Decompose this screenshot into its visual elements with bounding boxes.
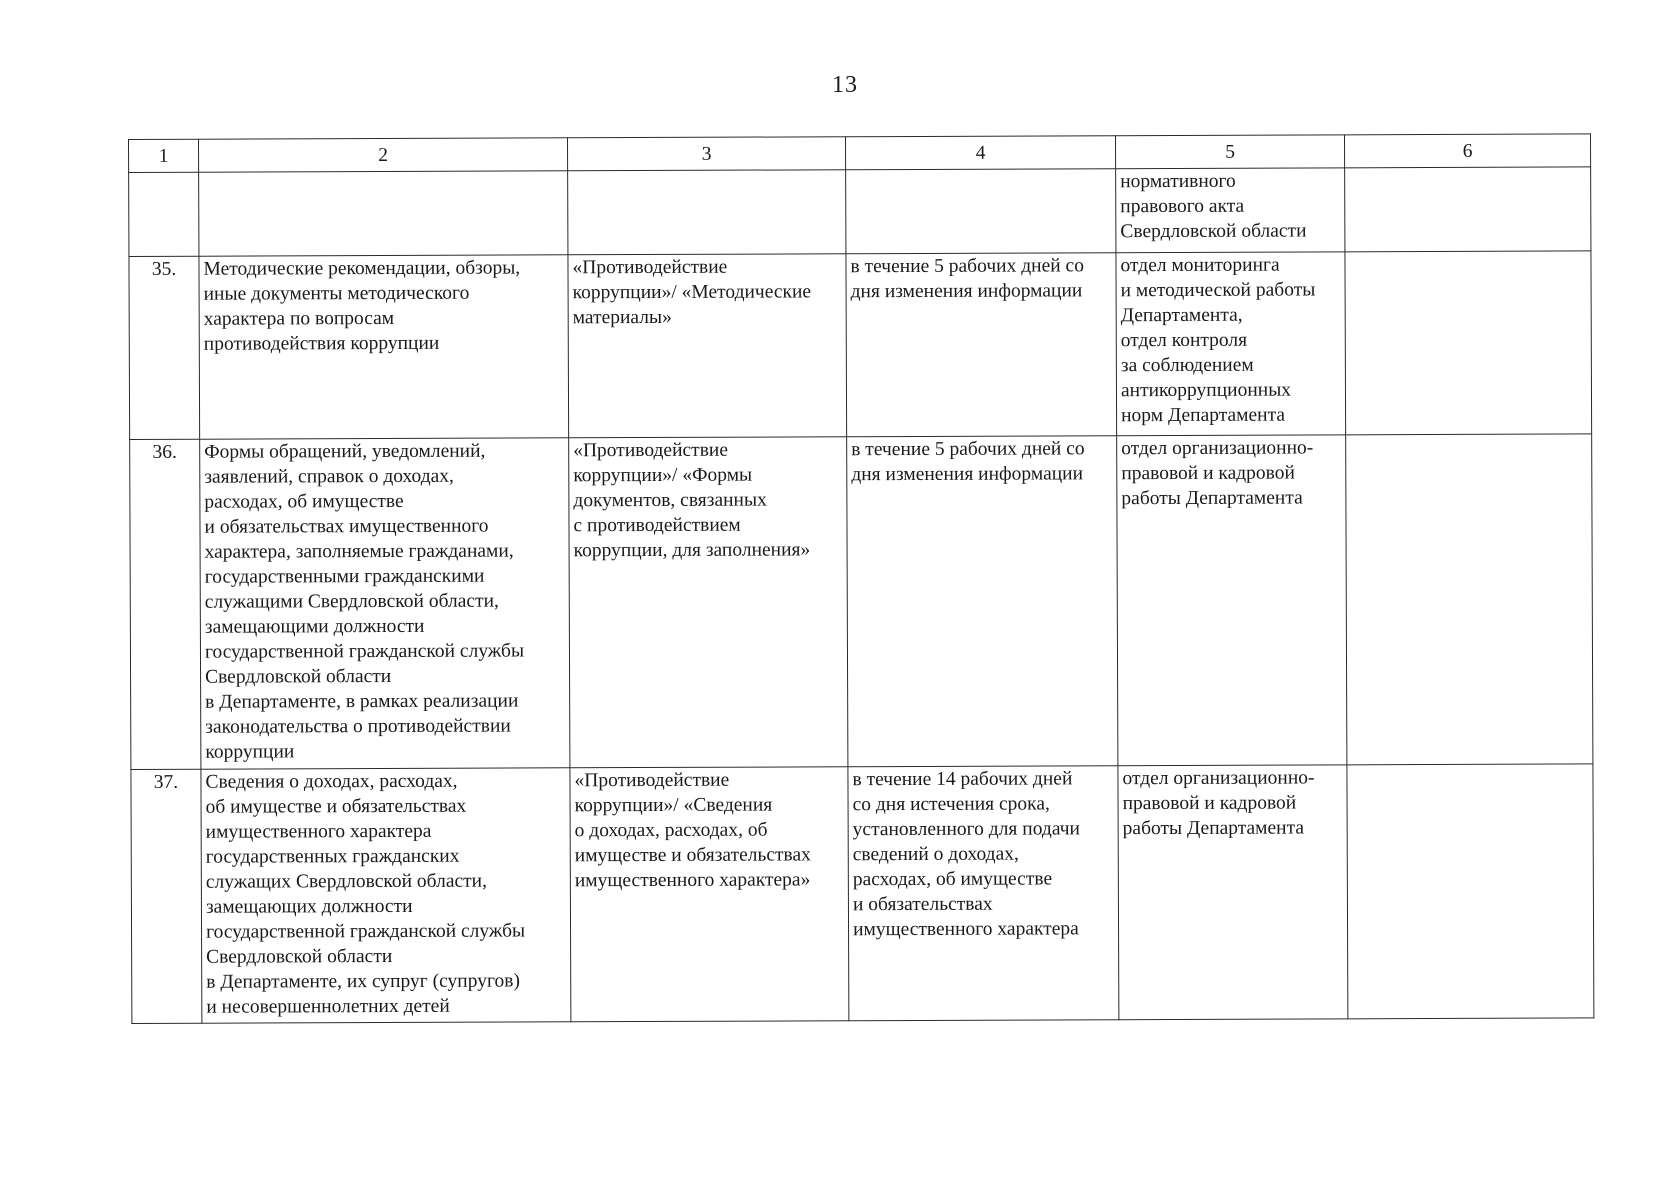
notes [1347, 764, 1594, 1019]
document-table [128, 133, 1594, 1024]
responsible-unit: отдел мониторинга и методической работы Департамента, отдел контроля за соблюдением антикоррупционных норм Департамента [1116, 252, 1346, 436]
section-name [568, 170, 846, 255]
deadline: в течение 5 рабочих дней со дня изменения информации [847, 436, 1118, 767]
item-description: Методические рекомендации, обзоры, иные документы методического характера по вопросам противодействия коррупции [199, 255, 569, 439]
responsible-unit: нормативного правового акта Свердловской области [1116, 168, 1345, 253]
header-cell-1: 1 [129, 139, 199, 172]
row-number: 36. [130, 439, 201, 769]
header-cell-4: 4 [845, 136, 1115, 170]
table-row [129, 167, 1591, 257]
row-number: 35. [129, 256, 200, 439]
section-name: «Противодействие коррупции»/ «Методические материалы» [568, 254, 847, 438]
header-cell-2: 2 [199, 138, 568, 172]
header-cell-5: 5 [1115, 135, 1344, 169]
section-name: «Противодействие коррупции»/ «Сведения о доходах, расходах, об имуществе и обязательствах имущественного характера» [570, 767, 849, 1022]
notes [1345, 251, 1592, 435]
row-number [129, 172, 199, 256]
deadline: в течение 5 рабочих дней со дня изменения информации [846, 253, 1117, 437]
responsible-unit: отдел организационно- правовой и кадровой работы Департамента [1118, 765, 1348, 1020]
deadline [846, 169, 1116, 254]
responsible-unit: отдел организационно- правовой и кадровой работы Департамента [1117, 435, 1347, 766]
header-cell-6: 6 [1344, 134, 1590, 168]
header-cell-3: 3 [567, 137, 845, 171]
item-description: Формы обращений, уведомлений, заявлений, справок о доходах, расходах, об имуществе и обязательствах имущественного характера, заполняемые гражданами, государственными гражданскими служащими Свердловской области, замещающими должности государственной гражданской службы Свердловской области в Департаменте, в рамках реализации законодательства о противодействии коррупции [200, 438, 570, 769]
page-number: 13 [832, 72, 858, 98]
table-row [129, 251, 1592, 440]
table-row [131, 764, 1594, 1024]
item-description: Сведения о доходах, расходах, об имуществе и обязательствах имущественного характера государственных гражданских служащих Свердловской области, замещающих должности государственной гражданской службы Свердловской области в Департаменте, их супруг (супругов) и несовершеннолетних детей [201, 768, 571, 1023]
notes [1345, 167, 1591, 252]
table-row [130, 434, 1593, 770]
row-number: 37. [131, 769, 202, 1023]
item-description [199, 171, 568, 256]
section-name: «Противодействие коррупции»/ «Формы документов, связанных с противодействием коррупции, для заполнения» [569, 437, 848, 768]
deadline: в течение 14 рабочих дней со дня истечения срока, установленного для подачи сведений о доходах, расходах, об имуществе и обязательствах имущественного характера [848, 766, 1119, 1021]
notes [1346, 434, 1593, 765]
table-header-row [129, 134, 1591, 173]
